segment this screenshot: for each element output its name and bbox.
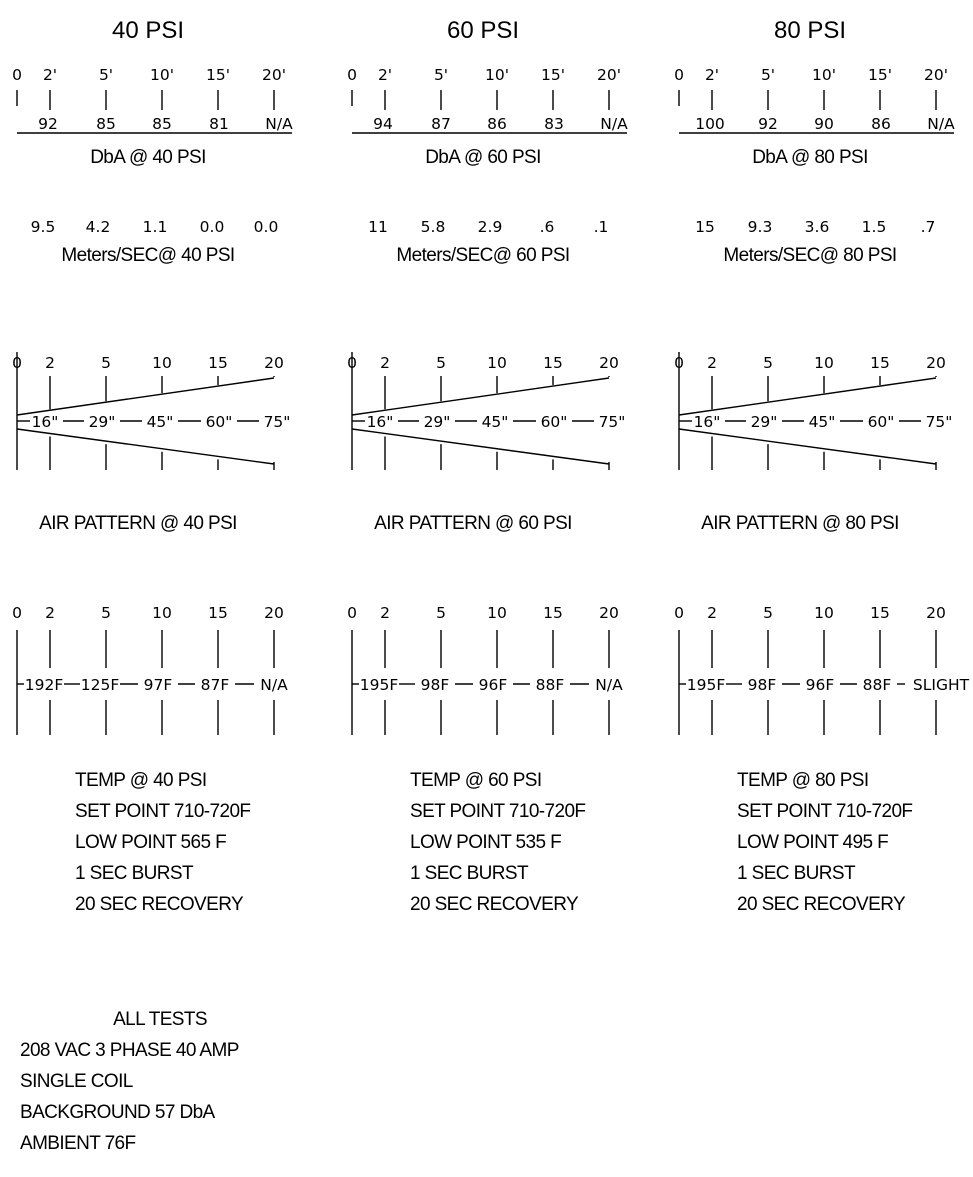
- pattern-width-label: 45": [146, 413, 174, 431]
- temp-note: 1 SEC BURST: [410, 863, 528, 884]
- velocity-caption: Meters/SEC@ 60 PSI: [396, 245, 570, 266]
- pattern-width-label: 75": [925, 413, 953, 431]
- pattern-distance-label: 0: [674, 354, 684, 372]
- velocity-value: 2.9: [477, 218, 503, 236]
- distance-label: 0: [12, 66, 22, 84]
- pattern-distance-label: 15: [870, 354, 890, 372]
- all-tests-line: AMBIENT 76F: [20, 1133, 136, 1154]
- temp-note: SET POINT 710-720F: [410, 801, 586, 822]
- pattern-caption: AIR PATTERN @ 40 PSI: [39, 513, 237, 534]
- temp-value: 192F: [24, 676, 64, 694]
- column-title: 40 PSI: [111, 17, 185, 44]
- temp-note: LOW POINT 565 F: [75, 832, 227, 853]
- dba-value: 86: [871, 115, 891, 133]
- dba-value: 85: [152, 115, 172, 133]
- pattern-distance-label: 0: [12, 354, 22, 372]
- pattern-lower-edge: [17, 429, 274, 464]
- distance-label: 10': [812, 66, 836, 84]
- pattern-width-label: 45": [808, 413, 836, 431]
- temp-value: 195F: [359, 676, 399, 694]
- pattern-distance-label: 20: [599, 354, 619, 372]
- dba-caption: DbA @ 80 PSI: [752, 147, 868, 168]
- distance-label: 10': [150, 66, 174, 84]
- pattern-width-label: 75": [263, 413, 291, 431]
- distance-label: 20': [262, 66, 286, 84]
- dba-value: 83: [544, 115, 564, 133]
- dba-caption: DbA @ 60 PSI: [425, 147, 541, 168]
- temp-note: 20 SEC RECOVERY: [75, 894, 244, 915]
- pattern-distance-label: 20: [926, 354, 946, 372]
- temp-distance-label: 5: [763, 604, 773, 622]
- pattern-width-label: 29": [750, 413, 778, 431]
- distance-label: 0: [347, 66, 357, 84]
- pattern-lower-edge: [679, 429, 936, 464]
- velocity-value: 15: [695, 218, 715, 236]
- temp-distance-label: 2: [45, 604, 55, 622]
- temp-distance-label: 5: [436, 604, 446, 622]
- temp-distance-label: 0: [12, 604, 22, 622]
- pattern-width-label: 75": [598, 413, 626, 431]
- column-title: 60 PSI: [446, 17, 520, 44]
- velocity-value: 3.6: [804, 218, 830, 236]
- pattern-width-label: 45": [481, 413, 509, 431]
- dba-value: 100: [695, 115, 725, 133]
- all-tests-line: 208 VAC 3 PHASE 40 AMP: [20, 1040, 239, 1061]
- temp-value: N/A: [595, 676, 623, 694]
- pattern-distance-label: 10: [814, 354, 834, 372]
- temp-distance-label: 20: [264, 604, 284, 622]
- temp-value: 98F: [420, 676, 450, 694]
- pattern-width-label: 16": [366, 413, 394, 431]
- column-title: 80 PSI: [773, 17, 847, 44]
- dba-value: 92: [38, 115, 58, 133]
- temp-value: 96F: [805, 676, 835, 694]
- temp-value: 125F: [80, 676, 120, 694]
- pattern-upper-edge: [17, 378, 274, 415]
- temp-note: LOW POINT 535 F: [410, 832, 562, 853]
- temp-note: TEMP @ 40 PSI: [75, 770, 207, 791]
- pattern-width-label: 16": [31, 413, 59, 431]
- velocity-value: 0.0: [253, 218, 279, 236]
- velocity-caption: Meters/SEC@ 40 PSI: [61, 245, 235, 266]
- temp-value: 98F: [747, 676, 777, 694]
- velocity-value: 0.0: [199, 218, 225, 236]
- pattern-caption: AIR PATTERN @ 80 PSI: [701, 513, 899, 534]
- temp-note: TEMP @ 80 PSI: [737, 770, 869, 791]
- temp-value: 88F: [535, 676, 565, 694]
- distance-label: 5': [98, 66, 114, 84]
- temp-distance-label: 0: [674, 604, 684, 622]
- velocity-value: 9.3: [747, 218, 773, 236]
- temp-note: 1 SEC BURST: [737, 863, 855, 884]
- temp-distance-label: 2: [707, 604, 717, 622]
- temp-value: 88F: [862, 676, 892, 694]
- distance-label: 20': [924, 66, 948, 84]
- pattern-width-label: 60": [540, 413, 568, 431]
- velocity-value: .6: [539, 218, 555, 236]
- temp-value: 195F: [686, 676, 726, 694]
- pattern-distance-label: 0: [347, 354, 357, 372]
- temp-distance-label: 0: [347, 604, 357, 622]
- pattern-lower-edge: [352, 429, 609, 464]
- distance-label: 5': [760, 66, 776, 84]
- temp-note: 20 SEC RECOVERY: [410, 894, 579, 915]
- distance-label: 2': [377, 66, 393, 84]
- pattern-distance-label: 5: [436, 354, 446, 372]
- dba-caption: DbA @ 40 PSI: [90, 147, 206, 168]
- distance-label: 15': [541, 66, 565, 84]
- temp-distance-label: 15: [543, 604, 563, 622]
- temp-value: N/A: [260, 676, 288, 694]
- pattern-caption: AIR PATTERN @ 60 PSI: [374, 513, 572, 534]
- dba-value: 81: [209, 115, 229, 133]
- velocity-value: 1.5: [861, 218, 887, 236]
- pattern-distance-label: 5: [763, 354, 773, 372]
- temp-note: TEMP @ 60 PSI: [410, 770, 542, 791]
- distance-label: 15': [206, 66, 230, 84]
- temp-distance-label: 2: [380, 604, 390, 622]
- pattern-width-label: 29": [88, 413, 116, 431]
- distance-label: 10': [485, 66, 509, 84]
- distance-label: 20': [597, 66, 621, 84]
- temp-value: 87F: [200, 676, 230, 694]
- temp-distance-label: 20: [926, 604, 946, 622]
- pattern-distance-label: 15: [208, 354, 228, 372]
- pattern-distance-label: 20: [264, 354, 284, 372]
- distance-label: 2': [704, 66, 720, 84]
- temp-distance-label: 10: [152, 604, 172, 622]
- all-tests-line: SINGLE COIL: [20, 1071, 133, 1092]
- all-tests-heading: ALL TESTS: [113, 1009, 207, 1030]
- temp-distance-label: 20: [599, 604, 619, 622]
- pattern-distance-label: 10: [152, 354, 172, 372]
- velocity-caption: Meters/SEC@ 80 PSI: [723, 245, 897, 266]
- pattern-distance-label: 10: [487, 354, 507, 372]
- dba-value: 94: [373, 115, 393, 133]
- velocity-value: .7: [920, 218, 936, 236]
- temp-value: SLIGHT: [912, 676, 970, 694]
- pattern-width-label: 60": [205, 413, 233, 431]
- dba-value: 90: [814, 115, 834, 133]
- dba-value: 87: [431, 115, 451, 133]
- pattern-distance-label: 5: [101, 354, 111, 372]
- distance-label: 15': [868, 66, 892, 84]
- temp-note: SET POINT 710-720F: [737, 801, 913, 822]
- pattern-distance-label: 2: [707, 354, 717, 372]
- dba-value: 92: [758, 115, 778, 133]
- distance-label: 5': [433, 66, 449, 84]
- dba-value: 85: [96, 115, 116, 133]
- pattern-width-label: 60": [867, 413, 895, 431]
- velocity-value: .1: [593, 218, 609, 236]
- pattern-distance-label: 2: [45, 354, 55, 372]
- dba-value: N/A: [265, 115, 293, 133]
- distance-label: 2': [42, 66, 58, 84]
- temp-distance-label: 10: [814, 604, 834, 622]
- temp-distance-label: 15: [208, 604, 228, 622]
- dba-value: 86: [487, 115, 507, 133]
- pattern-distance-label: 2: [380, 354, 390, 372]
- pattern-upper-edge: [679, 378, 936, 415]
- temp-note: LOW POINT 495 F: [737, 832, 889, 853]
- velocity-value: 11: [368, 218, 388, 236]
- temp-distance-label: 10: [487, 604, 507, 622]
- pattern-upper-edge: [352, 378, 609, 415]
- velocity-value: 1.1: [142, 218, 168, 236]
- temp-note: SET POINT 710-720F: [75, 801, 251, 822]
- dba-value: N/A: [600, 115, 628, 133]
- temp-note: 1 SEC BURST: [75, 863, 193, 884]
- velocity-value: 9.5: [30, 218, 56, 236]
- all-tests-line: BACKGROUND 57 DbA: [20, 1102, 215, 1123]
- temp-value: 96F: [478, 676, 508, 694]
- velocity-value: 4.2: [85, 218, 111, 236]
- pattern-distance-label: 15: [543, 354, 563, 372]
- temp-distance-label: 5: [101, 604, 111, 622]
- pattern-width-label: 16": [693, 413, 721, 431]
- distance-label: 0: [674, 66, 684, 84]
- temp-value: 97F: [143, 676, 173, 694]
- temp-note: 20 SEC RECOVERY: [737, 894, 906, 915]
- temp-distance-label: 15: [870, 604, 890, 622]
- velocity-value: 5.8: [420, 218, 446, 236]
- pattern-width-label: 29": [423, 413, 451, 431]
- dba-value: N/A: [927, 115, 955, 133]
